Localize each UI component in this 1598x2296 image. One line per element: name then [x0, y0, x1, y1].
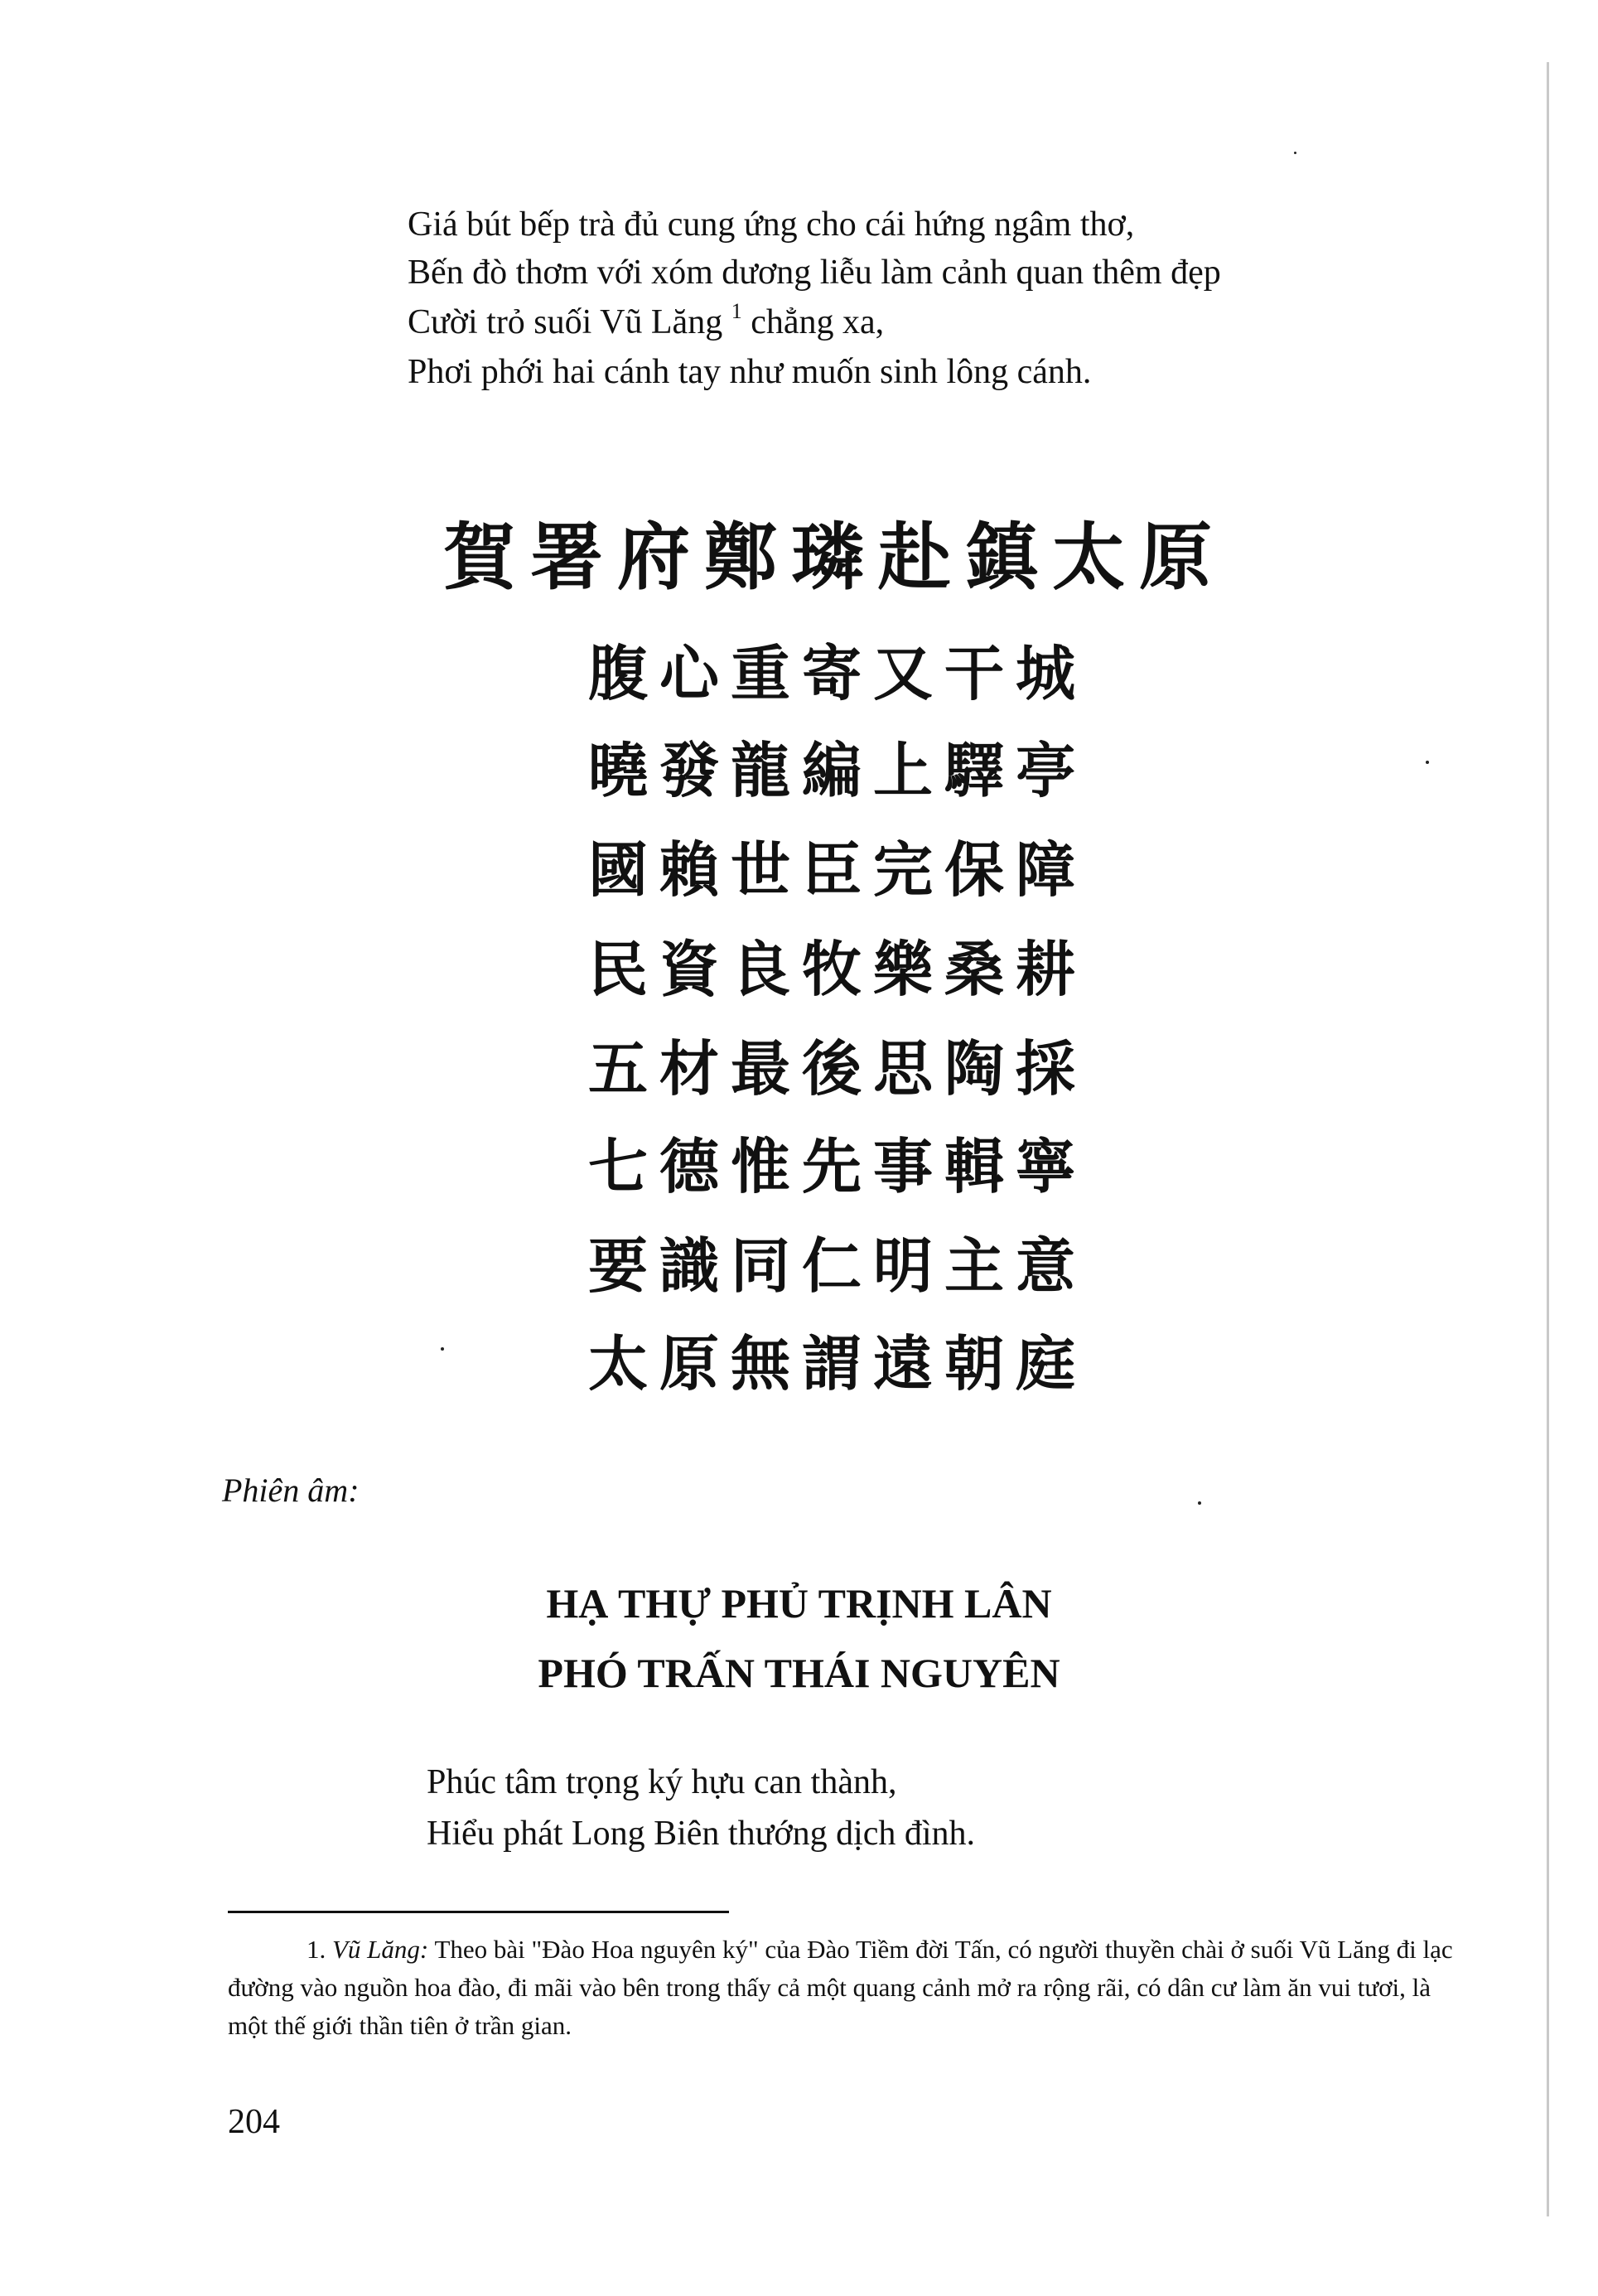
- poem-line: Giá bút bếp trà đủ cung ứng cho cái hứng ngâm thơ,: [408, 205, 1135, 244]
- scan-speck: [1294, 152, 1296, 154]
- footnote-separator: [228, 1911, 729, 1913]
- chinese-poem-line: 腹心重寄又干城: [588, 641, 1088, 708]
- transliteration-line: Phúc tâm trọng ký hựu can thành,: [427, 1763, 897, 1801]
- poem-line: Phơi phới hai cánh tay như muốn sinh lông cánh.: [408, 353, 1092, 391]
- footnote-text: Theo bài "Đào Hoa nguyên ký" của Đào Tiềm đời Tấn, có người thuyền chài ở suối Vũ Lăng đi lạc đường vào nguồn hoa đào, đi mãi vào bên trong thấy cả một quang cảnh mở ra rộng rãi, có dân cư làm ăn vui tươi, là một thế giới thần tiên ở trần gian.: [228, 1935, 1453, 2040]
- chinese-poem-line: 曉發龍編上驛亭: [588, 738, 1088, 805]
- transliteration-title-line: PHÓ TRẤN THÁI NGUYÊN: [538, 1650, 1060, 1696]
- page-edge-line: [1547, 62, 1549, 2216]
- scan-speck: [441, 1347, 444, 1351]
- poem-line-with-footnote: [408, 299, 885, 341]
- poem-line-text: Cười trỏ suối Vũ Lăng: [408, 303, 723, 341]
- chinese-poem-line: 國賴世臣完保障: [588, 838, 1088, 904]
- chinese-poem-line: 要識同仁明主意: [588, 1234, 1088, 1300]
- chinese-poem-line: 五材最後思陶採: [588, 1037, 1088, 1103]
- poem-line: Bến đò thơm với xóm dương liễu làm cảnh quan thêm đẹp: [408, 254, 1221, 292]
- poem-line-text-after: chẳng xa,: [741, 303, 885, 341]
- phien-am-label: Phiên âm:: [222, 1472, 360, 1509]
- scan-speck: [1198, 1501, 1201, 1505]
- footnote-number: 1.: [307, 1935, 326, 1964]
- footnote: [228, 1931, 1454, 2045]
- footnote-term: Vũ Lăng:: [332, 1935, 429, 1964]
- scan-speck: [1426, 761, 1429, 764]
- transliteration-title-line: HẠ THỰ PHỦ TRỊNH LÂN: [546, 1580, 1052, 1627]
- page-number: 204: [228, 2103, 280, 2141]
- chinese-poem-line: 太原無謂遠朝庭: [588, 1332, 1088, 1398]
- chinese-poem-title: 賀署府鄭璘赴鎮太原: [443, 519, 1227, 599]
- transliteration-line: Hiểu phát Long Biên thướng dịch đình.: [427, 1815, 976, 1853]
- footnote-ref: 1: [731, 299, 742, 323]
- chinese-poem-line: 民資良牧樂桑耕: [588, 937, 1088, 1003]
- chinese-poem-line: 七德惟先事輯寧: [588, 1134, 1088, 1201]
